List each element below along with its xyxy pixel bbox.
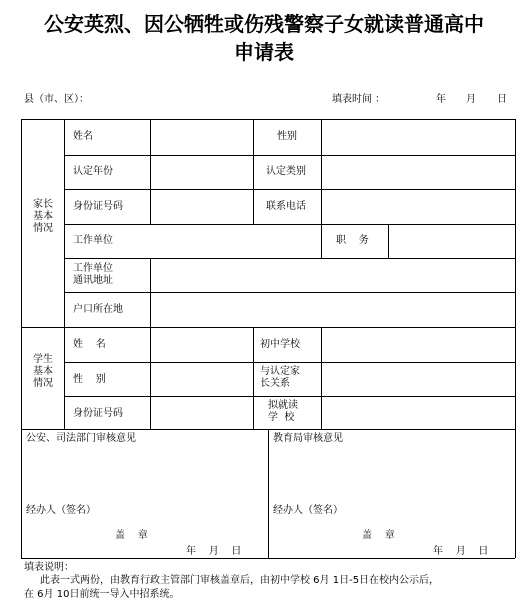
recognition-year-label: 认定年份 — [73, 166, 113, 177]
position-label: 职 务 — [336, 235, 369, 246]
recognition-category-label: 认定类别 — [266, 166, 306, 177]
edu-date-label: 年 月 日 — [433, 546, 489, 557]
work-address-label: 工作单位 通讯地址 — [73, 263, 113, 286]
fill-day-label: 日 — [497, 94, 507, 105]
notes-line-1: 此表一式两份，由教育行政主管部门审核盖章后，由初中学校 6月 1日-5日在校内公示后， — [40, 575, 440, 586]
column-divider — [253, 119, 254, 224]
work-unit-field[interactable] — [151, 225, 321, 258]
form-subtitle: 申请表 — [234, 40, 294, 64]
relation-field[interactable] — [322, 363, 515, 396]
relation-label: 与认定家 长关系 — [260, 366, 300, 389]
parent-id-number-field[interactable] — [151, 190, 253, 224]
police-review-opinion-field[interactable] — [22, 447, 268, 501]
student-id-number-label: 身份证号码 — [73, 408, 123, 419]
household-location-label: 户口所在地 — [73, 304, 123, 315]
student-gender-field[interactable] — [151, 363, 253, 396]
table-bottom-border — [21, 558, 515, 559]
police-handler-label: 经办人（签名） — [26, 505, 96, 516]
work-unit-label: 工作单位 — [73, 235, 113, 246]
edu-handler-label: 经办人（签名） — [273, 505, 343, 516]
junior-school-label: 初中学校 — [260, 339, 300, 350]
junior-school-field[interactable] — [322, 328, 515, 362]
student-name-field[interactable] — [151, 328, 253, 362]
work-address-field[interactable] — [151, 259, 515, 292]
intended-school-field[interactable] — [322, 397, 515, 429]
parent-gender-field[interactable] — [322, 120, 515, 155]
police-seal-label: 盖 章 — [115, 530, 148, 541]
form-title: 公安英烈、因公牺牲或伤残警察子女就读普通高中 — [44, 12, 484, 36]
police-review-title: 公安、司法部门审核意见 — [26, 433, 136, 444]
fill-time-label: 填表时间 ： — [332, 94, 386, 105]
phone-field[interactable] — [322, 190, 515, 224]
parent-name-field[interactable] — [151, 120, 253, 155]
position-field[interactable] — [389, 225, 515, 258]
student-gender-label: 性 别 — [73, 374, 106, 385]
recognition-year-field[interactable] — [151, 156, 253, 189]
notes-line-2: 在 6月 10日前统一导入中招系统。 — [24, 589, 180, 600]
household-location-field[interactable] — [151, 293, 515, 327]
edu-seal-label: 盖 章 — [362, 530, 395, 541]
student-name-label: 姓 名 — [73, 339, 106, 350]
column-divider — [64, 119, 65, 429]
notes-title: 填表说明： — [24, 562, 74, 573]
phone-label: 联系电话 — [266, 201, 306, 212]
edu-review-title: 教育局审核意见 — [273, 433, 343, 444]
column-divider — [253, 327, 254, 429]
fill-year-label: 年 — [436, 94, 446, 105]
table-right-border — [515, 119, 516, 558]
parent-name-label: 姓名 — [73, 131, 93, 142]
county-label: 县（市、区）： — [24, 94, 89, 105]
police-date-label: 年 月 日 — [186, 546, 242, 557]
intended-school-label: 拟就读 学 校 — [268, 400, 298, 423]
parent-section-label: 家长 基本 情况 — [33, 199, 53, 234]
recognition-category-field[interactable] — [322, 156, 515, 189]
student-section-label: 学生 基本 情况 — [33, 354, 53, 389]
parent-gender-label: 性别 — [277, 131, 297, 142]
fill-month-label: 月 — [466, 94, 476, 105]
parent-id-number-label: 身份证号码 — [73, 201, 123, 212]
student-id-number-field[interactable] — [151, 397, 253, 429]
edu-review-opinion-field[interactable] — [269, 447, 515, 501]
